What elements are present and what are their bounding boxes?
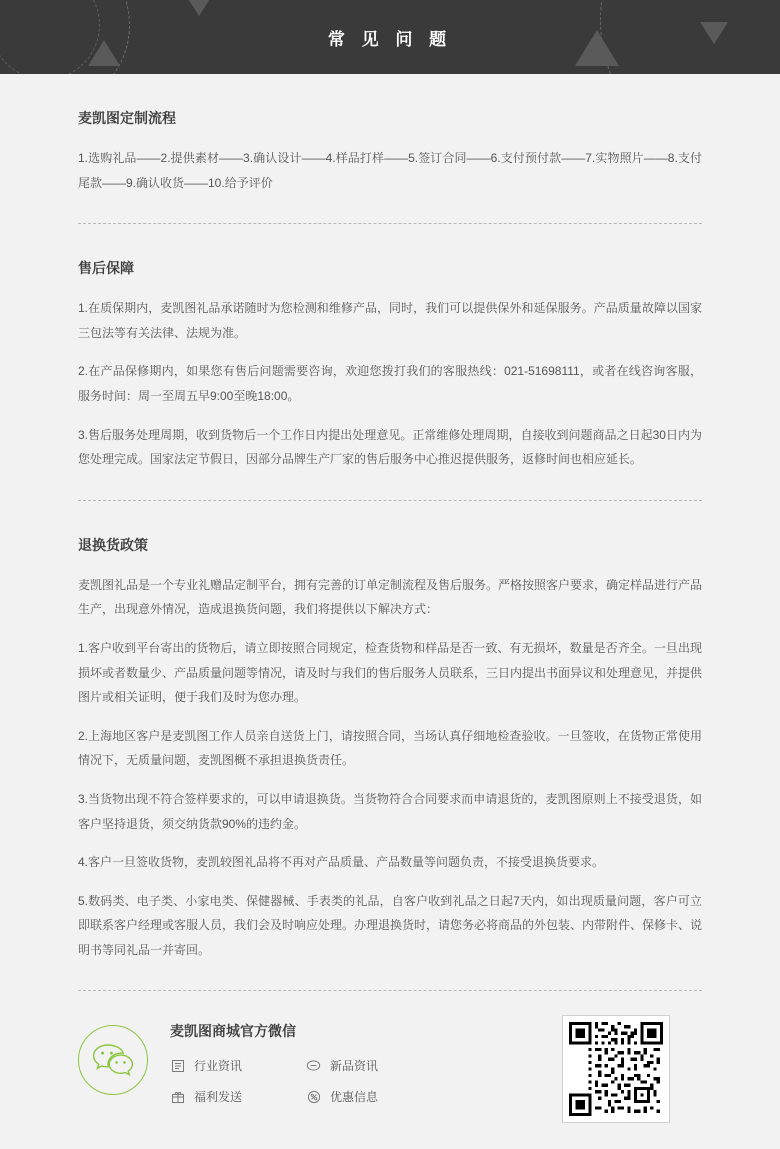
section-custom-flow [78, 108, 702, 195]
qr-code-image [569, 1022, 663, 1116]
wechat-link-list [170, 1057, 436, 1105]
wechat-text-column [170, 1015, 436, 1105]
page-header [0, 0, 780, 74]
divider [78, 990, 702, 991]
section-return-policy [78, 535, 702, 963]
section-title: 麦凯图定制流程 [78, 110, 176, 126]
section-title: 售后保障 [78, 260, 134, 277]
section-paragraph: 3.售后服务处理周期，收到货物后一个工作日内提出处理意见。正常维修处理周期，自接收到问题商品之日起30日内为您处理完成。国家法定节假日，因部分品牌生产厂家的售后服务中心推迟提供服务，返修时间也相应延长。 [78, 427, 702, 467]
section-paragraph: 2.上海地区客户是麦凯图工作人员亲自送货上门，请按照合同，当场认真仔细地检查验收。一旦签收，在货物正常使用情况下，无质量问题，麦凯图概不承担退换货责任。 [78, 728, 702, 768]
wechat-link-new-products[interactable] [306, 1057, 436, 1074]
wechat-link-label: 新品资讯 [330, 1059, 379, 1074]
page-title: 常 见 问 题 [327, 30, 453, 49]
chat-bubble-icon [306, 1058, 321, 1073]
gift-icon [170, 1089, 185, 1104]
qr-code [562, 1015, 670, 1123]
section-paragraph: 麦凯图礼品是一个专业礼赠品定制平台，拥有完善的订单定制流程及售后服务。严格按照客户要求，确定样品进行产品生产，出现意外情况，造成退换货问题，我们将提供以下解决方式： [78, 577, 703, 617]
decorative-triangle-icon [185, 0, 213, 16]
section-paragraph: 3.当货物出现不符合签样要求的，可以申请退换货。当货物符合合同要求而申请退货的，麦凯图原则上不接受退货，如客户坚持退货，须交纳货款90%的违约金。 [78, 791, 702, 831]
wechat-link-label: 优惠信息 [330, 1090, 379, 1105]
list-icon [170, 1058, 185, 1073]
section-paragraph: 1.在质保期内，麦凯图礼品承诺随时为您检测和维修产品，同时，我们可以提供保外和延保服务。产品质量故障以国家三包法等有关法律、法规为准。 [78, 301, 702, 340]
divider [78, 223, 702, 224]
section-title: 退换货政策 [78, 536, 148, 553]
section-after-sales [78, 258, 702, 472]
section-paragraph: 2.在产品保修期内，如果您有售后问题需要咨询，欢迎您拨打我们的客服热线：021-51698111，或者在线咨询客服，服务时间：周一至周五早9:00至晚18:00。 [78, 364, 702, 403]
wechat-info [78, 1015, 436, 1105]
wechat-link-label: 福利发送 [194, 1090, 243, 1105]
wechat-link-label: 行业资讯 [194, 1059, 243, 1074]
tag-icon [306, 1089, 321, 1104]
wechat-link-promotions[interactable] [306, 1088, 436, 1105]
section-paragraph: 1.客户收到平台寄出的货物后，请立即按照合同规定，检查货物和样品是否一致、有无损坏，数量是否齐全。一旦出现损坏或者数量少、产品质量问题等情况，请及时与我们的售后服务人员联系，三日内提出书面异议和处理意见，并提供图片或相关证明，便于我们及时为您办理。 [78, 640, 703, 705]
section-paragraph: 1.选购礼品——2.提供素材——3.确认设计——4.样品打样——5.签订合同——6.支付预付款——7.实物照片——8.支付尾款——9.确认收货——10.给予评价 [78, 151, 702, 190]
wechat-link-industry-news[interactable] [170, 1057, 300, 1074]
wechat-logo [78, 1025, 148, 1095]
wechat-title: 麦凯图商城官方微信 [170, 1023, 296, 1040]
section-paragraph: 5.数码类、电子类、小家电类、保健器械、手表类的礼品，自客户收到礼品之日起7天内，如出现质量问题，客户可立即联系客户经理或客服人员，我们会及时响应处理。办理退换货时，请您务必将商品的外包装、内带附件、保修卡、说明书等同礼品一并寄回。 [78, 893, 703, 957]
wechat-link-benefits[interactable] [170, 1088, 300, 1105]
divider [78, 500, 702, 501]
faq-content [0, 108, 780, 1149]
wechat-icon [92, 1043, 134, 1077]
section-paragraph: 4.客户一旦签收货物，麦凯较图礼品将不再对产品质量、产品数量等问题负责，不接受退换货要求。 [78, 855, 605, 870]
wechat-footer [78, 1015, 702, 1149]
